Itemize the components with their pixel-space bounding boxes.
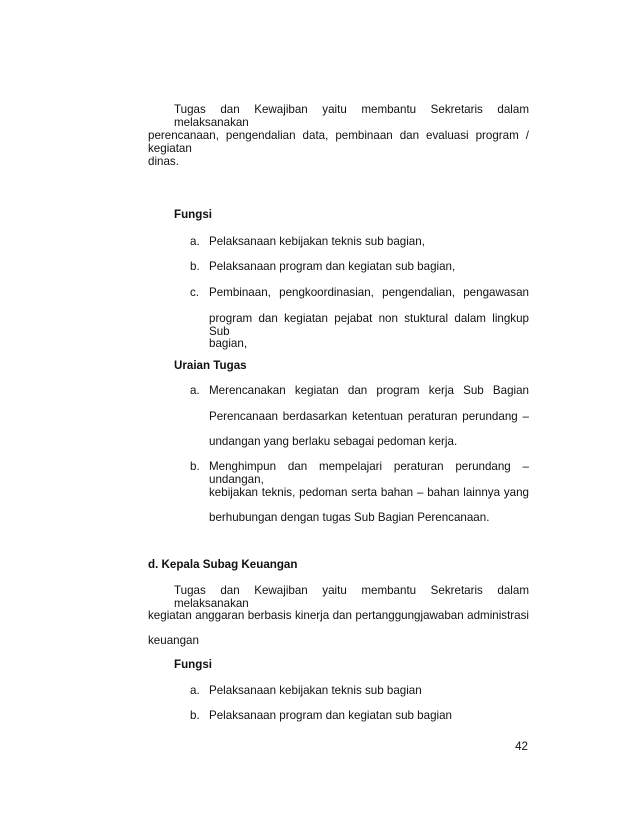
list-item-continued: berhubungan dengan tugas Sub Bagian Perencanaan.: [209, 511, 490, 524]
list-item: Pelaksanaan program dan kegiatan sub bagian,: [209, 260, 456, 273]
fungsi-heading: Fungsi: [174, 208, 212, 221]
list-item-continued: program dan kegiatan pejabat non stuktural dalam lingkup Sub: [209, 312, 529, 338]
paragraph-line: keuangan: [148, 634, 199, 647]
list-item: Pelaksanaan kebijakan teknis sub bagian,: [209, 235, 425, 248]
list-item: Pelaksanaan program dan kegiatan sub bagian: [209, 709, 452, 722]
list-item: Pelaksanaan kebijakan teknis sub bagian: [209, 684, 422, 697]
list-marker: b.: [190, 260, 200, 273]
fungsi-heading: Fungsi: [174, 658, 212, 671]
page-number: 42: [515, 740, 528, 753]
list-marker: b.: [190, 709, 200, 722]
list-marker: a.: [190, 235, 200, 248]
list-item: Merencanakan kegiatan dan program kerja Sub Bagian: [209, 384, 529, 397]
list-marker: a.: [190, 684, 200, 697]
section-heading: d. Kepala Subag Keuangan: [148, 558, 298, 571]
paragraph-line: Tugas dan Kewajiban yaitu membantu Sekretaris dalam melaksanakan: [174, 103, 529, 129]
paragraph-line: Tugas dan Kewajiban yaitu membantu Sekretaris dalam melaksanakan: [174, 584, 529, 610]
list-item-continued: bagian,: [209, 337, 248, 350]
list-item-continued: Perencanaan berdasarkan ketentuan peraturan perundang –: [209, 410, 529, 423]
paragraph-line: perencanaan, pengendalian data, pembinaan dan evaluasi program / kegiatan: [148, 129, 529, 155]
paragraph-line: kegiatan anggaran berbasis kinerja dan pertanggungjawaban administrasi: [148, 609, 529, 622]
uraian-tugas-heading: Uraian Tugas: [174, 359, 247, 372]
list-marker: a.: [190, 384, 200, 397]
list-item-continued: undangan yang berlaku sebagai pedoman kerja.: [209, 435, 458, 448]
list-marker: b.: [190, 460, 200, 473]
paragraph-line: dinas.: [148, 155, 179, 168]
list-item: Menghimpun dan mempelajari peraturan perundang – undangan,: [209, 460, 529, 486]
list-marker: c.: [190, 286, 200, 299]
list-item-continued: kebijakan teknis, pedoman serta bahan – bahan lainnya yang: [209, 486, 529, 499]
list-item: Pembinaan, pengkoordinasian, pengendalian, pengawasan: [209, 286, 529, 299]
